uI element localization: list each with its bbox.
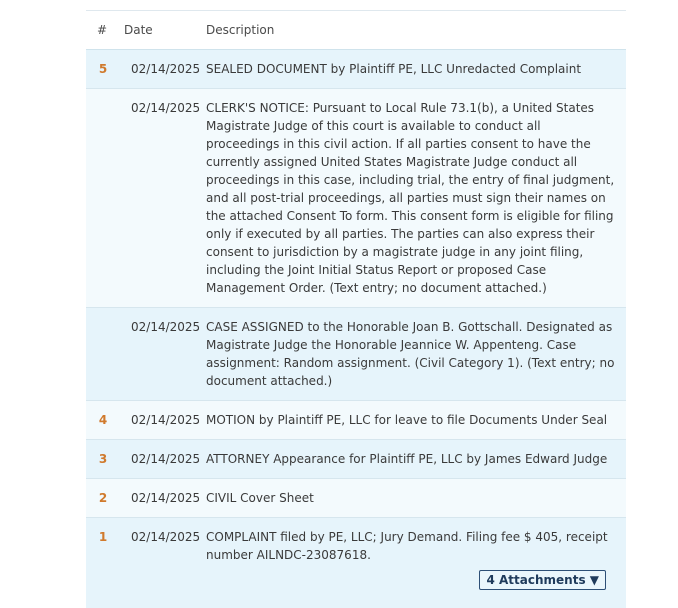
table-row (86, 50, 626, 89)
entry-description: COMPLAINT filed by PE, LLC; Jury Demand. Filing fee $ 405, receipt number AILNDC-23087618. (206, 530, 608, 562)
entry-date: 02/14/2025 (131, 530, 201, 544)
entry-description: MOTION by Plaintiff PE, LLC for leave to file Documents Under Seal (206, 413, 608, 427)
table-row (86, 440, 626, 479)
table-row (86, 308, 626, 401)
table-row (86, 89, 626, 308)
entry-date: 02/14/2025 (131, 452, 201, 466)
entry-number[interactable]: 1 (98, 530, 108, 544)
column-header-date[interactable]: Date (124, 23, 153, 37)
entry-number[interactable]: 2 (98, 491, 108, 505)
entry-description: CLERK'S NOTICE: Pursuant to Local Rule 73.1(b), a United States Magistrate Judge of this court is available to conduct all proceedings in this civil action. If all parties consent to have the currently assigned United States Magistrate Judge conduct all proceedings in this case, including trial, the entry of final judgment, and all post-trial proceedings, all parties must sign their names on the attached Consent To form. This consent form is eligible for filing only if executed by all parties. The parties can also express their consent to jurisdiction by a magistrate judge in any joint filing, including the Joint Initial Status Report or proposed Case Management Order. (Text entry; no document attached.) (206, 101, 615, 295)
entry-description: ATTORNEY Appearance for Plaintiff PE, LLC by James Edward Judge (206, 452, 608, 466)
table-row (86, 518, 626, 608)
entry-description: CASE ASSIGNED to the Honorable Joan B. Gottschall. Designated as Magistrate Judge the Honorable Jeannice W. Appenteng. Case assignment: Random assignment. (Civil Category 1). (Text entry; no document attached.) (206, 320, 615, 388)
entry-description: SEALED DOCUMENT by Plaintiff PE, LLC Unredacted Complaint (206, 62, 582, 76)
entry-number (86, 318, 120, 390)
entry-date: 02/14/2025 (131, 491, 201, 505)
entry-date: 02/14/2025 (131, 62, 201, 76)
entry-date: 02/14/2025 (131, 413, 201, 427)
entry-number[interactable]: 5 (98, 62, 108, 76)
column-header-description[interactable]: Description (206, 23, 275, 37)
entry-number[interactable]: 3 (98, 452, 108, 466)
table-row (86, 479, 626, 518)
attachments-dropdown-button[interactable]: 4 Attachments ▼ (479, 570, 606, 590)
column-header-number[interactable]: # (96, 23, 108, 37)
entry-date: 02/14/2025 (131, 320, 201, 334)
entry-description-cell (206, 528, 626, 608)
entry-number (86, 99, 120, 297)
entry-number[interactable]: 4 (98, 413, 108, 427)
entry-description: CIVIL Cover Sheet (206, 491, 314, 505)
table-row (86, 401, 626, 440)
entry-date: 02/14/2025 (131, 101, 201, 115)
attachments-wrap (206, 570, 616, 590)
docket-table (86, 10, 626, 608)
table-header (86, 10, 626, 50)
